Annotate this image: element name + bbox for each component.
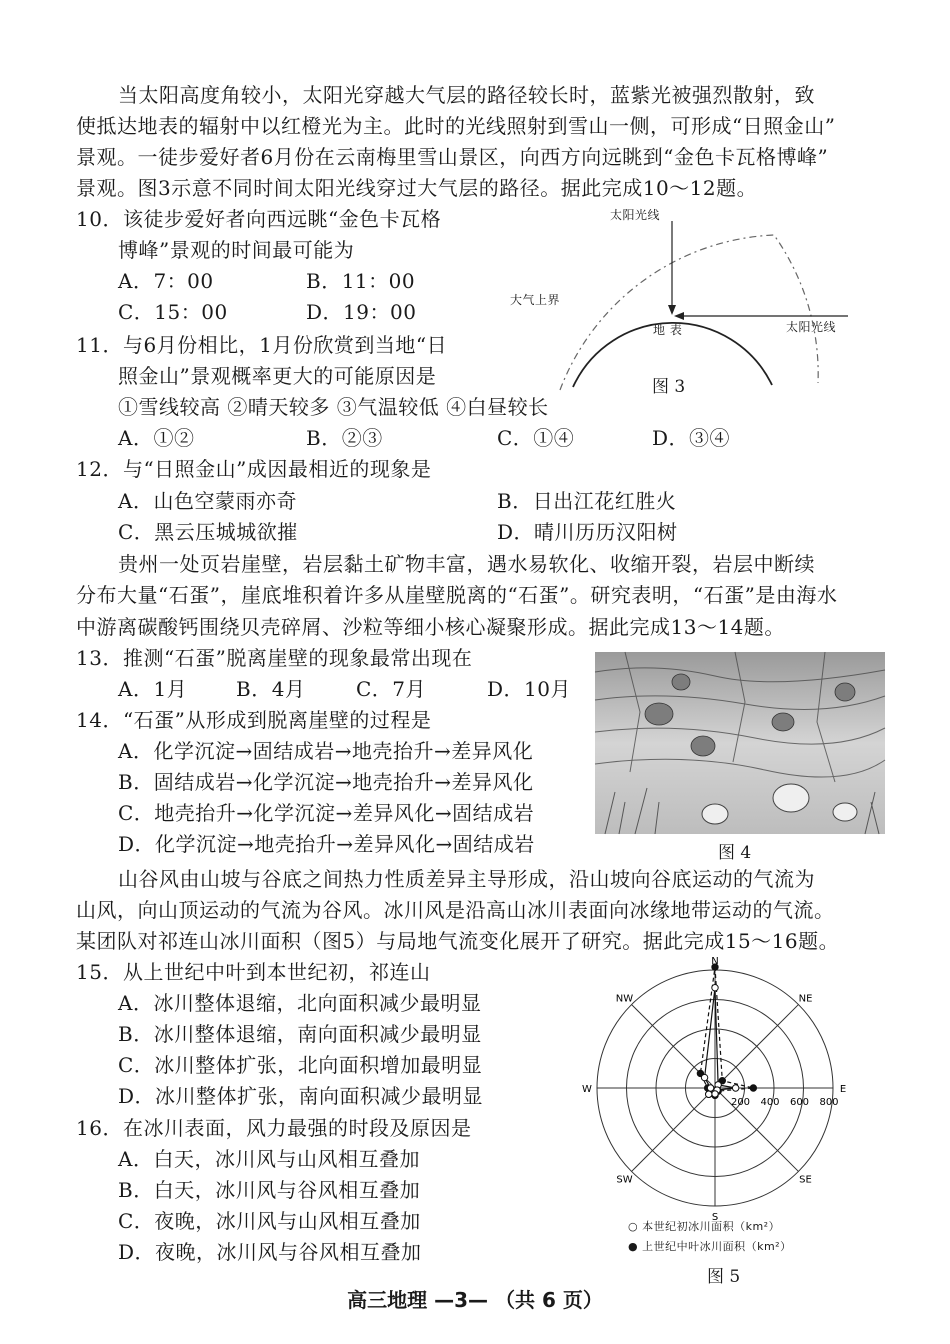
- series-recent-point-e: [732, 1085, 738, 1091]
- series-recent-point-n: [712, 985, 718, 991]
- q12-option-a[interactable]: A．山色空蒙雨亦奇: [118, 489, 297, 513]
- page-footer: 高三地理 —3— （共 6 页）: [347, 1288, 603, 1312]
- q14-stem: 14．“石蛋”从形成到脱离崖壁的过程是: [76, 708, 432, 732]
- radar-spoke-sw: [632, 1088, 715, 1171]
- direction-label-nw: NW: [615, 993, 634, 1005]
- q11-numbered-options: ①雪线较高 ②晴天较多 ③气温较低 ④白昼较长: [118, 395, 549, 419]
- series-recent-point-nw: [701, 1074, 707, 1080]
- q11-stem-2: 照金山”景观概率更大的可能原因是: [118, 364, 437, 388]
- atmosphere-boundary-arc: [560, 235, 818, 390]
- series-recent-point-sw: [706, 1091, 712, 1097]
- fig3-caption: 图 3: [652, 377, 686, 397]
- direction-label-se: SE: [799, 1174, 812, 1186]
- intro1-line4: 景观。图3示意不同时间太阳光线穿过大气层的路径。据此完成10～12题。: [76, 176, 758, 200]
- fig5-legend-recent: ○ 本世纪初冰川面积（km²）: [628, 1220, 781, 1233]
- q15-option-c[interactable]: C．冰川整体扩张，北向面积增加最明显: [118, 1053, 483, 1077]
- q12-stem: 12．与“日照金山”成因最相近的现象是: [76, 457, 432, 481]
- direction-label-ne: NE: [798, 993, 813, 1005]
- fig3-ray-top-label: 太阳光线: [610, 208, 661, 222]
- q16-option-d[interactable]: D．夜晚，冰川风与谷风相互叠加: [118, 1240, 422, 1264]
- radius-tick-200: 200: [730, 1097, 751, 1108]
- q12-option-d[interactable]: D．晴川历历汉阳树: [497, 520, 678, 544]
- q12-option-b[interactable]: B．日出江花红胜火: [497, 489, 677, 513]
- vertical-ray-arrowhead: [668, 305, 676, 315]
- q16-option-a[interactable]: A．白天，冰川风与山风相互叠加: [118, 1147, 420, 1171]
- q16-option-b[interactable]: B．白天，冰川风与谷风相互叠加: [118, 1178, 421, 1202]
- q16-option-c[interactable]: C．夜晚，冰川风与山风相互叠加: [118, 1209, 421, 1233]
- q15-option-d[interactable]: D．冰川整体扩张，南向面积减少最明显: [118, 1084, 484, 1108]
- series-recent-point-s: [712, 1091, 718, 1097]
- intro3-line1: 山谷风由山坡与谷底之间热力性质差异主导形成，沿山坡向谷底运动的气流为: [118, 867, 815, 891]
- fig4-caption: 图 4: [718, 843, 752, 863]
- direction-label-s: S: [711, 1212, 719, 1223]
- q14-option-b[interactable]: B．固结成岩→化学沉淀→地壳抬升→差异风化: [118, 770, 534, 794]
- figure-5-radar-chart: [580, 955, 855, 1223]
- q13-option-a[interactable]: A．1月: [118, 677, 188, 701]
- direction-label-sw: SW: [616, 1174, 633, 1186]
- radar-series: [697, 964, 756, 1099]
- fig5-legend-mid: ● 上世纪中叶冰川面积（km²）: [628, 1240, 792, 1253]
- q13-option-d[interactable]: D．10月: [487, 677, 571, 701]
- q10-option-c[interactable]: C．15：00: [118, 300, 228, 324]
- q14-option-d[interactable]: D．化学沉淀→地壳抬升→差异风化→固结成岩: [118, 832, 535, 856]
- q15-option-b[interactable]: B．冰川整体退缩，南向面积减少最明显: [118, 1022, 482, 1046]
- q13-stem: 13．推测“石蛋”脱离崖壁的现象最常出现在: [76, 646, 473, 670]
- series-mid-century-point-e: [750, 1085, 756, 1091]
- radius-tick-600: 600: [789, 1097, 810, 1108]
- intro2-line1: 贵州一处页岩崖壁，岩层黏土矿物丰富，遇水易软化、收缩开裂，岩层中断续: [118, 552, 815, 576]
- q12-option-c[interactable]: C．黑云压城城欲摧: [118, 520, 298, 544]
- radar-spoke-se: [715, 1088, 798, 1171]
- direction-label-e: E: [839, 1084, 847, 1095]
- intro1-line3: 景观。一徒步爱好者6月份在云南梅里雪山景区，向西方向远眺到“金色卡瓦格博峰”: [76, 145, 829, 169]
- intro2-line2: 分布大量“石蛋”，崖底堆积着许多从崖壁脱离的“石蛋”。研究表明，“石蛋”是由海水: [76, 583, 838, 607]
- q10-option-a[interactable]: A．7：00: [118, 269, 214, 293]
- figure-4-cliff-photo: [595, 652, 885, 834]
- intro3-line2: 山风，向山顶运动的气流为谷风。冰川风是沿高山冰川表面向冰缘地带运动的气流。: [76, 898, 835, 922]
- intro1-line2: 使抵达地表的辐射中以红橙光为主。此时的光线照射到雪山一侧，可形成“日照金山”: [76, 114, 836, 138]
- fig5-caption: 图 5: [707, 1267, 741, 1287]
- q11-option-b[interactable]: B．②③: [306, 426, 383, 450]
- q10-option-b[interactable]: B．11：00: [306, 269, 416, 293]
- radius-tick-400: 400: [760, 1097, 780, 1108]
- q11-option-c[interactable]: C．①④: [497, 426, 575, 450]
- radius-tick-800: 800: [819, 1097, 839, 1108]
- series-recent-point-w: [707, 1085, 713, 1091]
- q11-option-a[interactable]: A．①②: [118, 426, 195, 450]
- q13-option-c[interactable]: C．7月: [356, 677, 427, 701]
- direction-label-n: N: [711, 956, 719, 967]
- q15-option-a[interactable]: A．冰川整体退缩，北向面积减少最明显: [118, 991, 482, 1015]
- q13-option-b[interactable]: B．4月: [236, 677, 306, 701]
- intro3-line3: 某团队对祁连山冰川面积（图5）与局地气流变化展开了研究。据此完成15～16题。: [76, 929, 840, 953]
- q16-stem: 16．在冰川表面，风力最强的时段及原因是: [76, 1116, 472, 1140]
- fig3-ground-label: 地 表: [653, 323, 683, 337]
- direction-label-w: W: [582, 1084, 592, 1095]
- q15-stem: 15．从上世纪中叶到本世纪初，祁连山: [76, 960, 431, 984]
- radar-spoke-ne: [715, 1005, 798, 1088]
- q10-stem-2: 博峰”景观的时间最可能为: [118, 238, 355, 262]
- q11-stem-1: 11．与6月份相比，1月份欣赏到当地“日: [76, 333, 448, 357]
- q11-option-d[interactable]: D．③④: [652, 426, 731, 450]
- fig3-ray-side-label: 太阳光线: [786, 320, 837, 334]
- q14-option-a[interactable]: A．化学沉淀→固结成岩→地壳抬升→差异风化: [118, 739, 534, 763]
- fig3-atmosphere-label: 大气上界: [510, 293, 561, 307]
- q14-option-c[interactable]: C．地壳抬升→化学沉淀→差异风化→固结成岩: [118, 801, 535, 825]
- q10-option-d[interactable]: D．19：00: [306, 300, 417, 324]
- horizontal-ray-arrowhead: [674, 312, 684, 320]
- intro2-line3: 中游离碳酸钙围绕贝壳碎屑、沙粒等细小核心凝聚形成。据此完成13～14题。: [76, 615, 785, 639]
- q10-stem-1: 10．该徒步爱好者向西远眺“金色卡瓦格: [76, 207, 442, 231]
- intro1-line1: 当太阳高度角较小，太阳光穿越大气层的路径较长时，蓝紫光被强烈散射，致: [118, 83, 815, 107]
